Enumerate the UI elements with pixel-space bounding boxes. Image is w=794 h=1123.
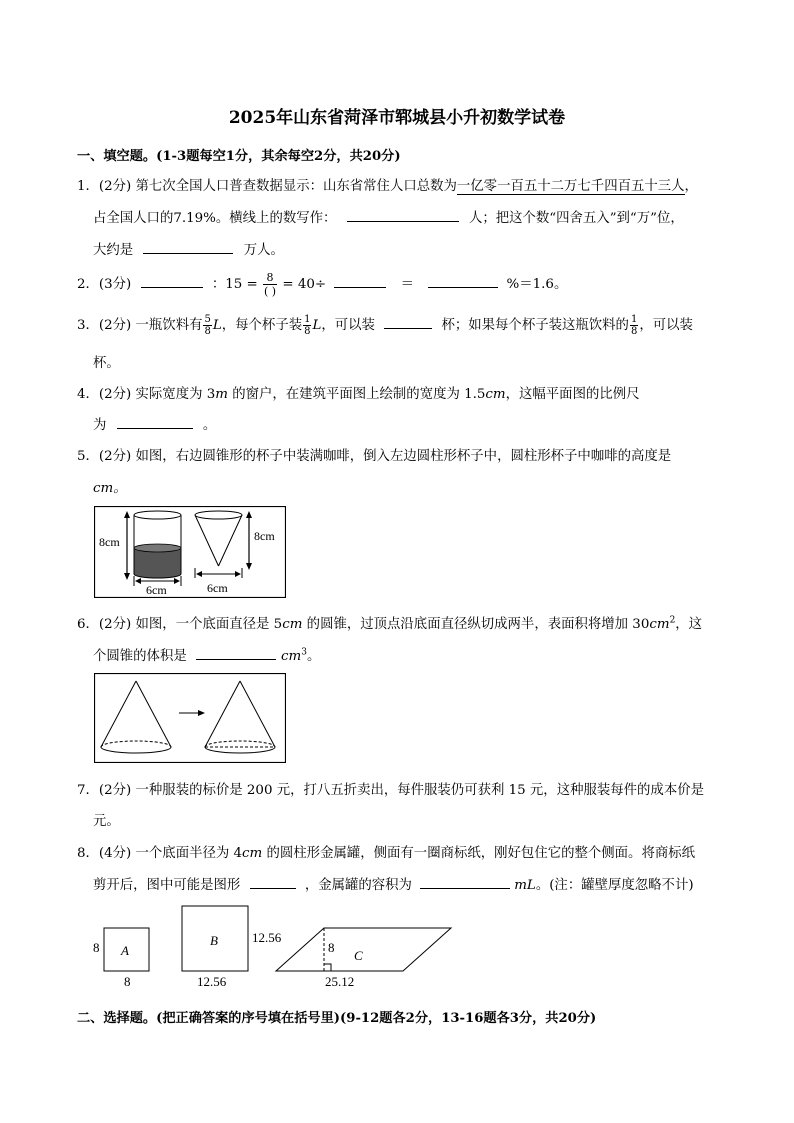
whole-cone-diagram — [101, 681, 171, 753]
cone-height-label: 8cm — [254, 529, 275, 543]
shape-c-height-label: 8 — [328, 940, 335, 955]
q3-unit-2: L — [312, 318, 322, 333]
q4-blank[interactable] — [117, 414, 193, 429]
shape-b-label: B — [210, 933, 218, 948]
q6-text-5: 。 — [306, 649, 321, 664]
q3-f3-num: 1 — [630, 314, 638, 325]
q1-text-5: 万人。 — [243, 243, 284, 258]
q6-unit-cm: cm — [282, 617, 303, 632]
q6-text-3: ，这 — [675, 617, 703, 632]
q8-unit-ml: mL — [514, 878, 536, 893]
question-8-line-2 — [93, 874, 694, 893]
q3-text-2: ，可以装 — [321, 318, 375, 333]
q4-text-3: ，这幅平面图的比例尺 — [505, 387, 640, 402]
question-3-line-2: 杯。 — [93, 356, 120, 371]
q2-fraction-num: 8 — [263, 271, 277, 285]
q8-text-4: ，金属罐的容积为 — [304, 878, 412, 893]
q4-text-4: 为 — [93, 418, 107, 433]
q8-text-3: 剪开后，图中可能是图形 — [93, 878, 241, 893]
q3-blank-1[interactable] — [384, 314, 432, 329]
q3-fraction-3 — [630, 314, 638, 337]
question-1-line-1 — [77, 175, 698, 194]
q6-figure — [94, 673, 286, 763]
q3-head: 3．(2分) 一瓶饮料有 — [77, 318, 203, 333]
cut-cone-diagram — [205, 681, 275, 753]
question-5-line-1: 5．(2分) 如图，右边圆锥形的杯子中装满咖啡，倒入左边圆柱形杯子中，圆柱形杯子中咖啡的高度是 — [77, 449, 672, 464]
q4-unit-m: m — [215, 387, 228, 402]
q3-fraction-1 — [203, 314, 211, 337]
shape-b-bottom-label: 12.56 — [197, 974, 227, 989]
shape-a-label: A — [121, 943, 129, 958]
question-6-line-2 — [93, 645, 320, 664]
q6-blank[interactable] — [196, 645, 276, 660]
question-3-line-1 — [77, 314, 693, 337]
cone-width-label: 6cm — [207, 581, 228, 595]
q6-text-1: 6．(2分) 如图，一个底面直径是 5 — [77, 617, 283, 632]
cone-diagram — [195, 511, 242, 566]
q2-text-4: %＝1.6。 — [506, 277, 568, 292]
section-heading-fill-blank: 一、填空题。(1-3题每空1分，其余每空2分，共20分) — [77, 149, 401, 164]
q5-figure-frame — [95, 507, 286, 598]
q6-text-4: 个圆锥的体积是 — [93, 649, 187, 664]
shape-b-square — [182, 906, 282, 989]
q5-figure — [94, 506, 286, 598]
shape-a-side-label: 8 — [93, 940, 100, 955]
q3-f1-num: 5 — [204, 314, 211, 325]
q1-comma: ， — [684, 179, 698, 194]
q6-figure-frame — [95, 674, 286, 763]
q3-text-3: 杯；如果每个杯子装这瓶饮料的 — [441, 318, 629, 333]
q8-text-5: 。(注：罐壁厚度忽略不计) — [535, 878, 694, 893]
q8-unit-cm: cm — [242, 846, 263, 861]
q2-text-1: ：15 = — [211, 277, 258, 292]
q1-text-4: 大约是 — [93, 243, 134, 258]
q8-figure — [88, 900, 468, 992]
arrow-icon — [179, 710, 205, 716]
question-7-line-1: 7．(2分) 一种服装的标价是 200 元，打八五折卖出，每件服装仍可获利 15 元，这种服装每件的成本价是 — [77, 783, 704, 798]
q1-text-2: 占全国人口的7.19%。横线上的数写作： — [93, 211, 337, 226]
shape-c-label: C — [354, 948, 363, 963]
shape-c-bottom-label: 25.12 — [325, 974, 355, 989]
q4-unit-cm: cm — [485, 387, 506, 402]
paper-title: 2025年山东省菏泽市郓城县小升初数学试卷 — [228, 108, 566, 128]
question-1-line-3 — [93, 239, 284, 258]
q8-blank-2[interactable] — [420, 874, 510, 889]
shape-a-bottom-label: 8 — [124, 974, 131, 989]
q4-text-1: 4．(2分) 实际宽度为 3 — [77, 387, 216, 402]
q8-text-1: 8．(4分) 一个底面半径为 4 — [77, 846, 243, 861]
q8-blank-1[interactable] — [250, 874, 296, 889]
q2-blank-2[interactable] — [334, 273, 386, 288]
question-5-line-2: cm。 — [93, 481, 127, 496]
q3-fraction-2 — [303, 314, 311, 337]
question-4-line-2 — [93, 414, 216, 433]
shape-c-parallelogram — [276, 928, 451, 989]
question-8-line-1 — [77, 842, 695, 861]
q4-text-2: 的窗户，在建筑平面图上绘制的宽度为 1.5 — [227, 387, 486, 402]
question-1-line-2 — [93, 207, 684, 226]
q2-head: 2．(3分) — [77, 277, 132, 292]
q3-f3-den: 8 — [630, 326, 638, 337]
q2-blank-1[interactable] — [141, 273, 203, 288]
question-2 — [77, 271, 567, 298]
q6-unit-cm2: cm — [649, 617, 670, 632]
q3-f1-den: 8 — [204, 326, 211, 337]
q4-text-5: 。 — [202, 418, 217, 433]
q2-blank-3[interactable] — [428, 273, 498, 288]
q2-text-3: ＝ — [400, 277, 415, 292]
q1-underlined-number: 一亿零一百五十二万七千四百五十三人 — [456, 179, 685, 194]
q6-text-2: 的圆锥，过顶点沿底面直径纵切成两半，表面积将增加 30 — [302, 617, 650, 632]
q3-text-1: ，每个杯子装 — [221, 318, 303, 333]
question-7-line-2: 元。 — [93, 814, 120, 829]
question-6-line-1 — [77, 613, 702, 632]
q3-f2-den: 8 — [304, 326, 311, 337]
cylinder-height-label: 8cm — [99, 535, 120, 549]
section-heading-multiple-choice: 二、选择题。(把正确答案的序号填在括号里)(9-12题各2分，13-16题各3分，共20分) — [77, 1011, 597, 1026]
question-4-line-1 — [77, 383, 640, 402]
q3-text-4: ，可以装 — [639, 318, 693, 333]
cylinder-diagram — [134, 511, 181, 578]
q1-text: 1．(2分) 第七次全国人口普查数据显示：山东省常住人口总数为 — [77, 179, 457, 194]
q6-unit-cm3: cm — [281, 649, 302, 664]
q2-fraction — [263, 271, 277, 298]
shape-a-square — [93, 928, 149, 989]
shape-b-side-label: 12.56 — [252, 930, 282, 945]
q2-fraction-den: ( ) — [263, 285, 277, 298]
q6-sup-2: 2 — [669, 615, 676, 626]
q3-unit-1: L — [212, 318, 222, 333]
q2-text-2: = 40÷ — [282, 277, 327, 292]
q8-text-2: 的圆柱形金属罐，侧面有一圈商标纸，刚好包住它的整个侧面。将商标纸 — [262, 846, 696, 861]
q1-blank-1[interactable] — [347, 207, 459, 222]
q6-sup-3: 3 — [301, 647, 307, 658]
q1-blank-2[interactable] — [143, 239, 233, 254]
cylinder-width-label: 6cm — [146, 583, 167, 597]
q3-f2-num: 1 — [304, 314, 311, 325]
q1-text-3: 人；把这个数“四舍五入”到“万”位， — [468, 211, 684, 226]
